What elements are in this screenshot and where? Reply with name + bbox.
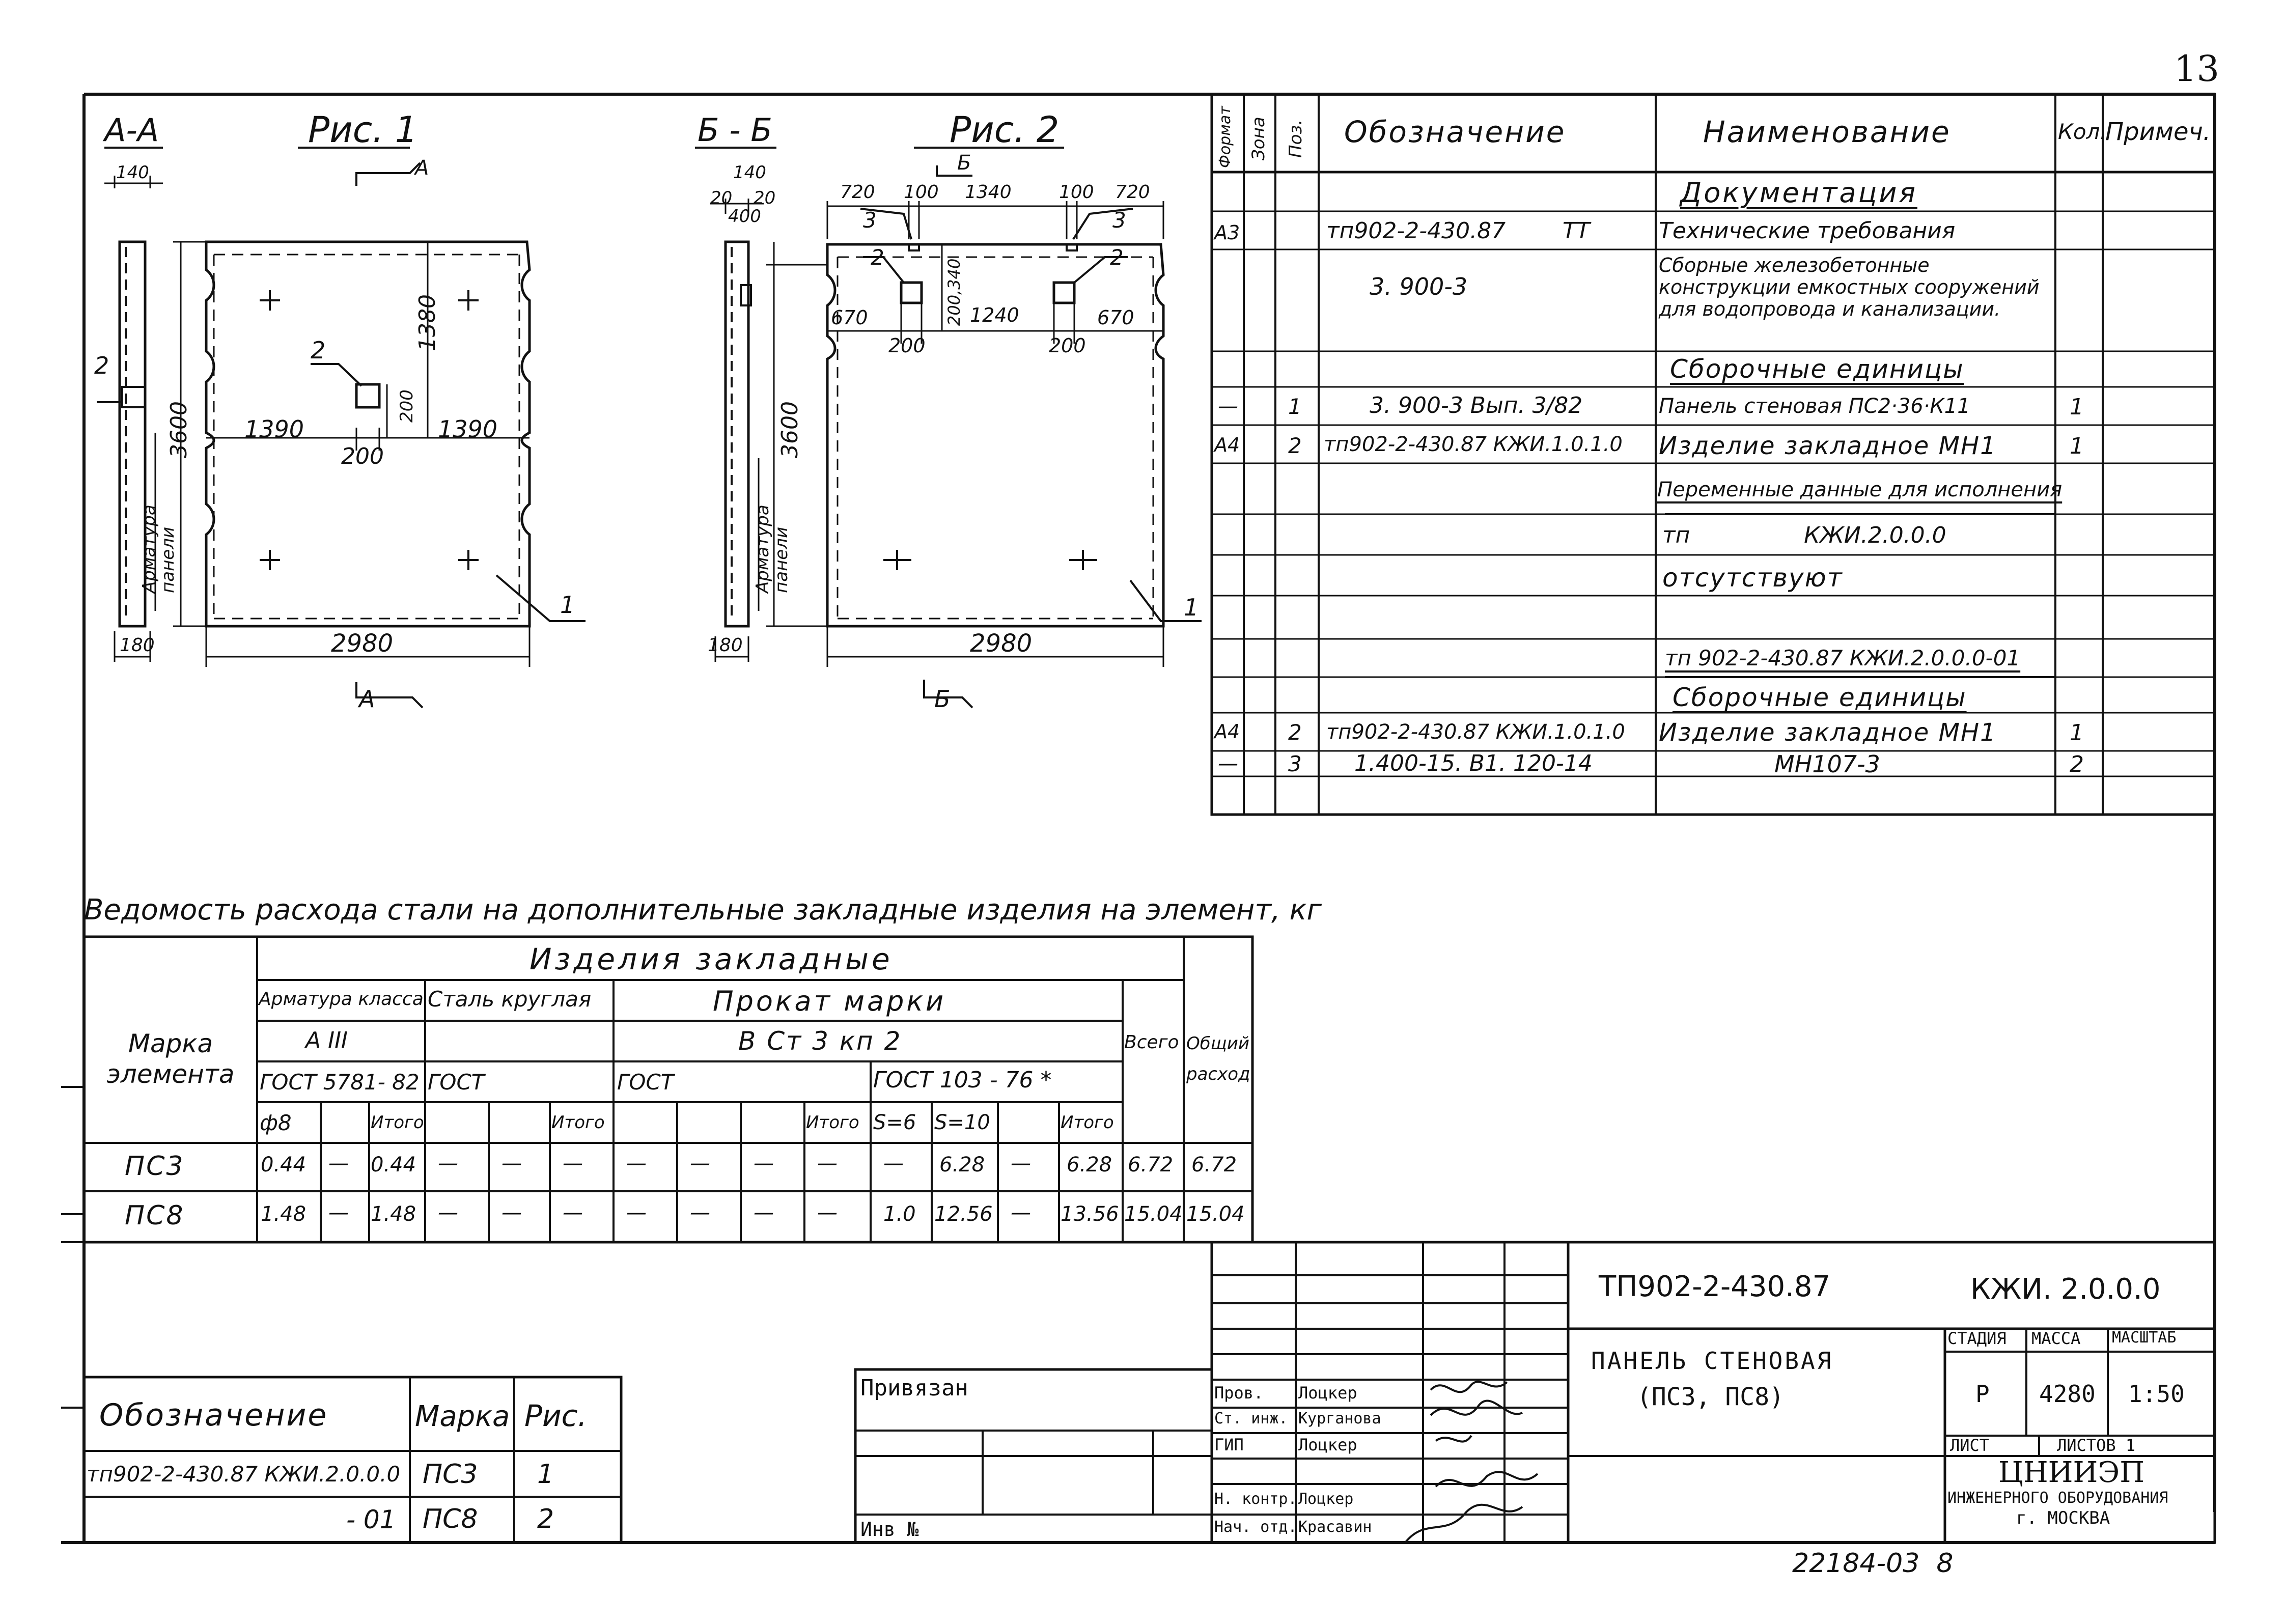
fig2-dim-100b: 100 — [1059, 182, 1094, 203]
steel-row-1-c0: 1.48 — [261, 1202, 306, 1226]
spec-header-zone: Зона — [1248, 117, 1269, 160]
spec-row-13-format: — — [1218, 752, 1238, 775]
steel-h-round: Сталь круглая — [428, 987, 592, 1012]
binding-inv: Инв № — [860, 1518, 919, 1541]
fig2-dim-670a: 670 — [831, 306, 868, 329]
signer-1-name: Курганова — [1298, 1410, 1381, 1427]
signer-2-name: Лоцкер — [1298, 1435, 1357, 1454]
tb-name-line2: (ПС3, ПС8) — [1637, 1383, 1784, 1411]
spec-row-5-qty: 1 — [2070, 433, 2084, 459]
fig2-callout-1: 1 — [1184, 594, 1199, 621]
steel-row-0-c13: 6.28 — [1067, 1153, 1112, 1177]
fig2-section-label: Б - Б — [698, 111, 772, 149]
steel-row-0-c3: — — [438, 1152, 458, 1175]
marks-row-0-mark: ПС3 — [423, 1459, 478, 1490]
signer-4-role: Нач. отд. — [1214, 1518, 1297, 1536]
fig2-dim-width: 2980 — [970, 629, 1033, 658]
steel-row-1-c9: — — [817, 1201, 838, 1224]
fig1-callout-2a: 2 — [311, 337, 326, 364]
fig1-dim-thk-bottom: 180 — [120, 635, 155, 656]
spec-header-note: Примеч. — [2105, 118, 2211, 146]
fig2-dim-670b: 670 — [1097, 306, 1134, 329]
fig2-dim-thk-bottom: 180 — [708, 635, 743, 656]
fig1-dim-left: 1390 — [244, 415, 304, 443]
steel-sub-10: S=6 — [873, 1111, 916, 1134]
steel-h-rolled: Прокат марки — [713, 985, 946, 1017]
tb-doc: КЖИ. 2.0.0.0 — [1970, 1273, 2161, 1306]
steel-row-1-c5: — — [563, 1201, 583, 1224]
fig2-callout-3a: 3 — [863, 208, 877, 233]
fig2-dim-thk-top: 140 — [733, 162, 766, 183]
fig1-title: Рис. 1 — [308, 109, 418, 151]
steel-row-0-c1: — — [328, 1152, 349, 1175]
steel-row-1-c3: — — [438, 1201, 458, 1224]
tb-code: ТП902-2-430.87 — [1599, 1270, 1831, 1303]
archive-number: 22184-03 8 — [1792, 1548, 1954, 1579]
fig2-dim-200b: 200 — [1049, 334, 1086, 357]
spec-row-1-format: А3 — [1214, 221, 1240, 244]
signer-2-role: ГИП — [1214, 1435, 1244, 1454]
steel-row-0-mark: ПС3 — [125, 1151, 185, 1182]
fig2-side-label: Арматура панели — [753, 505, 792, 593]
steel-h-gost2: ГОСТ — [428, 1070, 485, 1095]
signer-0-name: Лоцкер — [1298, 1383, 1357, 1403]
steel-row-0-c4: — — [501, 1152, 522, 1175]
steel-h-grand: Общий расход — [1186, 1033, 1250, 1084]
spec-header-pos: Поз. — [1286, 119, 1306, 158]
steel-row-1-c7: — — [690, 1201, 710, 1224]
spec-row-11-name: Сборочные единицы — [1673, 683, 1967, 712]
steel-row-1-c1: — — [328, 1201, 349, 1224]
spec-header-format: Формат — [1216, 106, 1234, 168]
fig2-dim-720b: 720 — [1115, 182, 1150, 203]
spec-row-5-pos: 2 — [1288, 433, 1302, 458]
fig1-callout-2b: 2 — [94, 352, 109, 379]
steel-row-0-c6: — — [626, 1152, 647, 1175]
marks-row-0-fig: 1 — [537, 1459, 554, 1490]
spec-row-13-designation: 1.400-15. В1. 120-14 — [1354, 750, 1593, 776]
fig1-dim-thk-top: 140 — [116, 162, 149, 183]
steel-row-0-c5: — — [563, 1152, 583, 1175]
steel-row-0-c8: — — [754, 1152, 774, 1175]
steel-sub-5: Итого — [551, 1112, 605, 1133]
steel-sub-2: Итого — [371, 1112, 424, 1133]
marks-row-0-designation: тп902-2-430.87 КЖИ.2.0.0.0 — [87, 1462, 401, 1487]
steel-row-0-c7: — — [690, 1152, 710, 1175]
tb-scale-h: МАСШТАБ — [2112, 1329, 2177, 1347]
spec-row-5-designation: тп902-2-430.87 КЖИ.1.0.1.0 — [1324, 433, 1623, 456]
fig2-dim-100a: 100 — [904, 182, 939, 203]
signer-1-role: Ст. инж. — [1214, 1410, 1288, 1427]
steel-row-0-c9: — — [817, 1152, 838, 1175]
signatures — [1405, 1382, 1538, 1543]
steel-h-gost4: ГОСТ 103 - 76 * — [873, 1067, 1052, 1093]
steel-row-1-total: 15.04 — [1124, 1202, 1183, 1226]
fig2-dim-1340: 1340 — [965, 182, 1012, 203]
steel-h-gost1: ГОСТ 5781- 82 — [260, 1070, 420, 1095]
spec-header-name: Наименование — [1703, 115, 1951, 149]
steel-row-0-c10: — — [883, 1152, 904, 1175]
tb-name-line1: ПАНЕЛЬ СТЕНОВАЯ — [1591, 1347, 1833, 1375]
spec-row-6-name: Переменные данные для исполнения — [1657, 478, 2063, 501]
signer-3-name: Лоцкер — [1298, 1490, 1354, 1508]
spec-header-qty: Кол. — [2058, 119, 2107, 144]
spec-row-12-qty: 1 — [2070, 720, 2084, 746]
spec-row-13-qty: 2 — [2070, 751, 2084, 777]
fig1-dim-upper: 1380 — [414, 294, 440, 351]
fig2-dim-200-340: 200,340 — [944, 258, 964, 326]
steel-row-1-c8: — — [754, 1201, 774, 1224]
fig2-dim-left-edge: 20 — [710, 188, 733, 208]
steel-h-items: Изделия закладные — [530, 942, 893, 976]
steel-row-0-c2: 0.44 — [371, 1153, 416, 1177]
spec-row-12-designation: тп902-2-430.87 КЖИ.1.0.1.0 — [1326, 720, 1625, 744]
steel-title: Ведомость расхода стали на дополнительные закладные изделия на элемент, кг — [84, 893, 1322, 927]
spec-row-8-name: отсутствуют — [1662, 563, 1843, 593]
spec-row-1-name: Технические требования — [1659, 218, 1956, 244]
signer-4-name: Красавин — [1298, 1518, 1372, 1536]
steel-h-gost3: ГОСТ — [617, 1070, 674, 1095]
steel-h-total: Всего — [1124, 1032, 1179, 1053]
fig2-dim-720a: 720 — [840, 182, 875, 203]
spec-row-4-designation: 3. 900-3 Вып. 3/82 — [1370, 393, 1583, 418]
steel-row-1-grand: 15.04 — [1186, 1202, 1245, 1226]
fig1-cut-letter-top: А — [415, 156, 429, 180]
tb-stage: Р — [1975, 1380, 1990, 1408]
steel-row-1-c11: 12.56 — [934, 1202, 993, 1226]
fig1-dim-middle: 200 — [341, 443, 384, 469]
fig1-dim-right: 1390 — [438, 415, 498, 443]
fig1-dim-height: 3600 — [166, 401, 192, 458]
fig2-title: Рис. 2 — [950, 109, 1060, 151]
steel-row-1-mark: ПС8 — [125, 1200, 185, 1231]
steel-row-1-c2: 1.48 — [371, 1202, 416, 1226]
spec-row-12-name: Изделие закладное МН1 — [1659, 718, 1997, 747]
tb-sheets-h: ЛИСТОВ 1 — [2057, 1436, 2136, 1455]
fig1-cut-letter-bottom: А — [359, 685, 375, 713]
fig2-dim-depth: 400 — [728, 206, 761, 227]
steel-row-0-total: 6.72 — [1128, 1153, 1174, 1177]
marks-row-1-mark: ПС8 — [423, 1504, 478, 1534]
fig2-dim-height: 3600 — [777, 401, 803, 458]
steel-sub-11: S=10 — [934, 1111, 990, 1134]
tb-org1: ЦНИИЭП — [1998, 1456, 2145, 1489]
spec-row-3-name: Сборочные единицы — [1670, 354, 1964, 384]
marks-header-mark: Марка — [415, 1400, 510, 1433]
spec-row-5-format: А4 — [1214, 434, 1240, 456]
sheet-number: 13 — [2174, 48, 2220, 90]
fig2-dim-1240: 1240 — [970, 304, 1019, 326]
spec-row-13-pos: 3 — [1288, 751, 1302, 776]
spec-row-7-name: тп КЖИ.2.0.0.0 — [1662, 522, 1946, 548]
spec-row-2-name: Сборные железобетонные конструкции емкостных сооружений для водопровода и канализации. — [1659, 254, 2040, 320]
steel-h-rebar: Арматура класса — [259, 989, 424, 1010]
fig2-cut-letter-bottom: Б — [934, 685, 951, 713]
tb-mass: 4280 — [2039, 1380, 2096, 1408]
steel-h-steel: В Ст 3 кп 2 — [738, 1026, 902, 1056]
spec-row-2-designation: 3. 900-3 — [1370, 273, 1468, 300]
steel-row-1-c6: — — [626, 1201, 647, 1224]
fig1-dim-box: 200 — [397, 389, 417, 423]
tb-stage-h: СТАДИЯ — [1947, 1329, 2007, 1348]
steel-h-mark: Марка элемента — [106, 1029, 235, 1089]
steel-row-1-c4: — — [501, 1201, 522, 1224]
spec-row-12-pos: 2 — [1288, 720, 1302, 745]
spec-row-13-name: МН107-3 — [1774, 750, 1880, 778]
fig1-dim-width: 2980 — [331, 629, 394, 658]
steel-row-1-c12: — — [1011, 1201, 1031, 1224]
steel-sub-13: Итого — [1061, 1112, 1114, 1133]
marks-row-1-fig: 2 — [537, 1504, 554, 1534]
steel-row-1-c13: 13.56 — [1061, 1202, 1119, 1226]
fig2-dim-200a: 200 — [888, 334, 926, 357]
tb-org3: г. МОСКВА — [2016, 1508, 2110, 1528]
binding-tied: Привязан — [860, 1375, 968, 1401]
steel-row-1-c10: 1.0 — [883, 1202, 916, 1226]
spec-row-0-name: Документация — [1680, 177, 1917, 209]
tb-mass-h: МАССА — [2031, 1329, 2081, 1348]
fig2-callout-3b: 3 — [1112, 208, 1126, 233]
fig2-cut-letter-top: Б — [957, 151, 971, 175]
marks-header-fig: Рис. — [524, 1398, 587, 1433]
spec-row-4-qty: 1 — [2070, 394, 2084, 420]
fig2-callout-2a: 2 — [871, 245, 884, 270]
spec-row-1-designation: тп902-2-430.87 ТТ — [1326, 218, 1590, 244]
spec-header-designation: Обозначение — [1344, 115, 1566, 149]
steel-row-0-c0: 0.44 — [261, 1153, 306, 1177]
steel-sub-0: ф8 — [260, 1110, 292, 1135]
steel-row-0-c11: 6.28 — [939, 1153, 985, 1177]
spec-row-4-format: — — [1218, 395, 1238, 418]
spec-row-12-format: А4 — [1214, 720, 1240, 743]
fig2-dim-right-edge: 20 — [754, 188, 776, 208]
signer-0-role: Пров. — [1214, 1383, 1264, 1403]
spec-row-4-name: Панель стеновая ПС2·36·К11 — [1659, 395, 1970, 418]
fig1-side-label: Арматура панели — [139, 505, 179, 593]
spec-row-10-name: тп 902-2-430.87 КЖИ.2.0.0.0-01 — [1665, 646, 2021, 670]
steel-h-a3: А III — [305, 1027, 348, 1053]
spec-row-5-name: Изделие закладное МН1 — [1659, 432, 1997, 460]
fig2-callout-2b: 2 — [1110, 245, 1124, 270]
spec-row-4-pos: 1 — [1288, 394, 1302, 419]
marks-header-designation: Обозначение — [99, 1397, 328, 1433]
steel-row-0-c12: — — [1011, 1152, 1031, 1175]
tb-sheet-h: ЛИСТ — [1950, 1436, 1990, 1455]
steel-row-0-grand: 6.72 — [1191, 1153, 1237, 1177]
signer-3-role: Н. контр. — [1214, 1490, 1297, 1508]
steel-sub-9: Итого — [806, 1112, 859, 1133]
fig1-section-label: А-А — [104, 111, 159, 149]
tb-scale: 1:50 — [2128, 1380, 2185, 1408]
marks-row-1-designation: - 01 — [346, 1505, 396, 1534]
tb-org2: ИНЖЕНЕРНОГО ОБОРУДОВАНИЯ — [1947, 1489, 2168, 1507]
fig1-callout-1: 1 — [560, 591, 575, 619]
